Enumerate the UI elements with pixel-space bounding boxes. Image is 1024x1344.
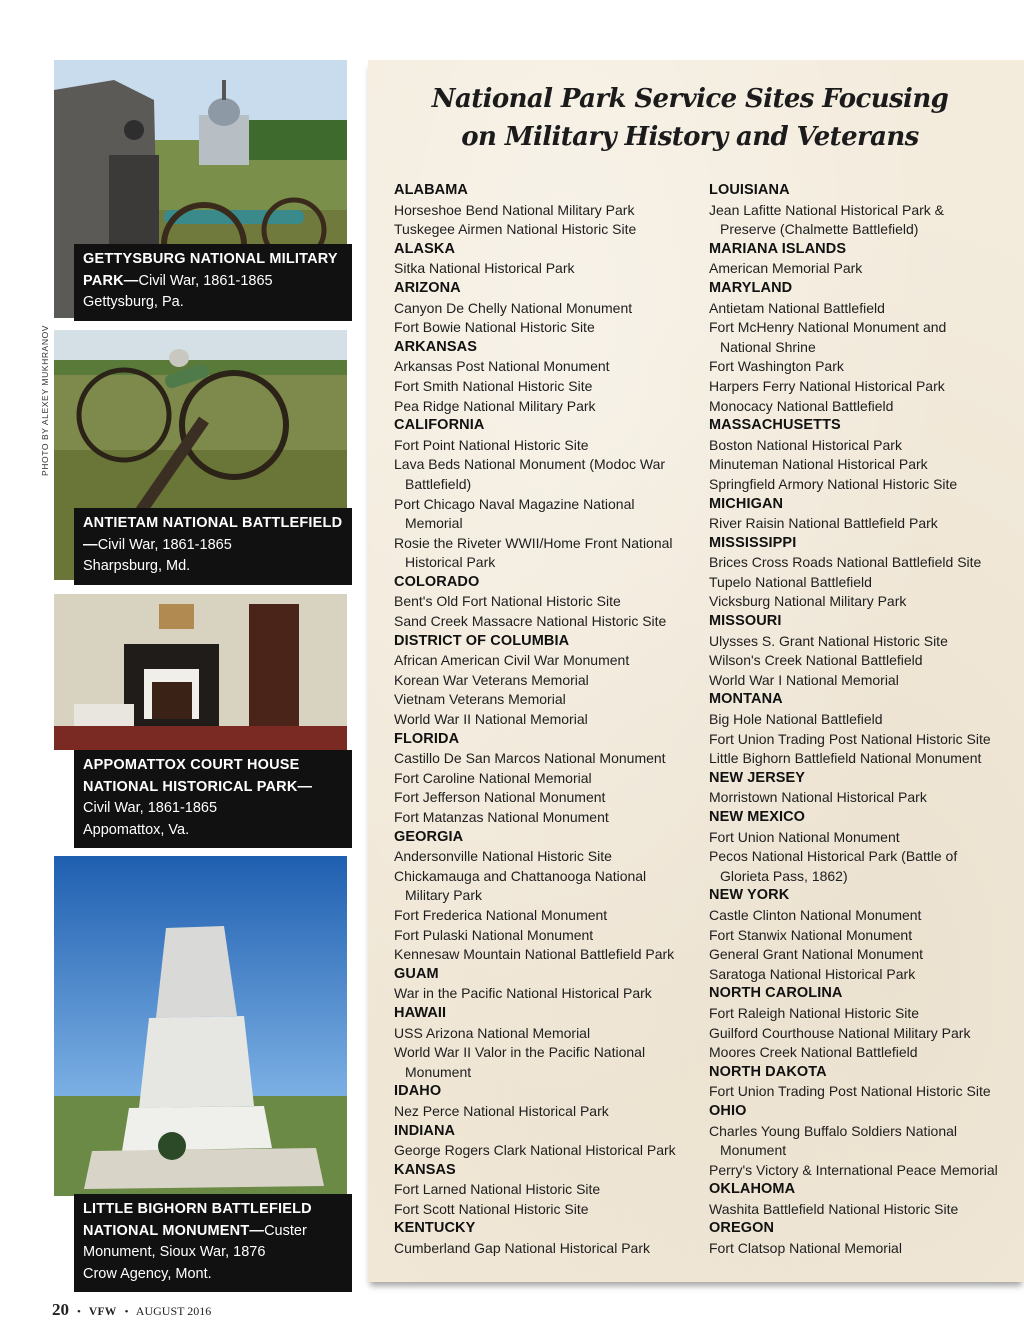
state-heading: MICHIGAN [709, 495, 784, 512]
gettysburg-caption [74, 244, 352, 321]
state-heading: NORTH DAKOTA [709, 1063, 827, 1080]
site-name: Kennesaw Mountain National Battlefield Park [394, 946, 675, 963]
caption-title: LITTLE BIGHORN BATTLEFIELD NATIONAL MONUMENT— [83, 1201, 312, 1239]
site-name: Fort Washington Park [709, 358, 844, 375]
site-name: Fort Frederica National Monument [394, 906, 608, 923]
state-heading: GEORGIA [394, 828, 464, 845]
site-continuation: Memorial [405, 515, 463, 532]
site-name: Nez Perce National Historical Park [394, 1102, 609, 1119]
caption-location: Crow Agency, Mont. [83, 1265, 212, 1282]
little-bighorn-photo [54, 856, 347, 1196]
state-heading: FLORIDA [394, 730, 460, 747]
state-heading: GUAM [394, 965, 439, 982]
state-heading: MISSOURI [709, 613, 782, 630]
site-name: Guilford Courthouse National Military Park [709, 1024, 971, 1041]
state-heading: KENTUCKY [394, 1220, 476, 1237]
site-name: Castillo De San Marcos National Monument [394, 750, 666, 767]
site-name: Fort Scott National Historic Site [394, 1200, 589, 1217]
state-heading: NEW MEXICO [709, 809, 806, 825]
site-name: World War II National Memorial [394, 711, 588, 728]
site-name: Rosie the Riveter WWII/Home Front National [394, 534, 673, 551]
site-name: Lava Beds National Monument (Modoc War [394, 456, 666, 473]
site-name: Saratoga National Historical Park [709, 965, 916, 982]
site-name: Tupelo National Battlefield [709, 573, 872, 590]
site-continuation: Historical Park [405, 554, 496, 571]
site-continuation: National Shrine [720, 338, 816, 355]
state-heading: MARYLAND [709, 279, 793, 296]
site-name: Tuskegee Airmen National Historic Site [394, 221, 637, 238]
photo-credit: PHOTO BY ALEXEY MUKHRANOV [40, 324, 50, 476]
site-continuation: Preserve (Chalmette Battlefield) [720, 221, 919, 238]
caption-title: ANTIETAM NATIONAL BATTLEFIELD— [83, 515, 343, 553]
site-name: World War II Valor in the Pacific National [394, 1044, 646, 1061]
site-name: African American Civil War Monument [394, 652, 630, 669]
state-heading: HAWAII [394, 1004, 447, 1021]
title-line-1: National Park Service Sites Focusing [431, 84, 949, 114]
site-name: Horseshoe Bend National Military Park [394, 201, 635, 218]
bullet-separator: • [124, 1306, 129, 1318]
issue-date: AUGUST 2016 [135, 1304, 212, 1318]
page-number: 20 [52, 1300, 69, 1319]
state-heading: ARIZONA [394, 279, 461, 296]
site-name: Fort Jefferson National Monument [394, 789, 606, 806]
state-heading: CALIFORNIA [394, 417, 485, 434]
site-name: Charles Young Buffalo Soldiers National [709, 1122, 958, 1139]
site-name: Big Hole National Battlefield [709, 711, 883, 728]
site-name: USS Arizona National Memorial [394, 1024, 591, 1041]
site-continuation: Monument [720, 1142, 787, 1159]
page-footer [52, 1300, 211, 1320]
site-name: Vicksburg National Military Park [709, 593, 907, 610]
title-line-2: on Military History and Veterans [461, 122, 919, 152]
little-bighorn-caption [74, 1194, 352, 1292]
page-title [380, 80, 1000, 156]
site-name: Morristown National Historical Park [709, 789, 927, 806]
site-name: Fort Smith National Historic Site [394, 377, 593, 394]
site-name: Springfield Armory National Historic Site [709, 475, 958, 492]
site-name: Pea Ridge National Military Park [394, 397, 596, 414]
caption-title: APPOMATTOX COURT HOUSE NATIONAL HISTORICAL PARK— [83, 757, 313, 795]
bullet-separator: • [77, 1306, 81, 1318]
site-name: War in the Pacific National Historical Park [394, 985, 652, 1002]
site-name: Fort Union Trading Post National Historic Site [709, 1083, 991, 1100]
state-heading: OKLAHOMA [709, 1181, 796, 1198]
site-name: Port Chicago Naval Magazine National [394, 495, 635, 512]
site-name: Monocacy National Battlefield [709, 397, 894, 414]
site-name: Fort Matanzas National Monument [394, 809, 609, 825]
site-name: Arkansas Post National Monument [394, 358, 610, 375]
state-heading: NEW JERSEY [709, 769, 806, 786]
site-name: Fort Stanwix National Monument [709, 926, 913, 943]
site-name: Fort Caroline National Memorial [394, 769, 592, 786]
site-name: George Rogers Clark National Historical Park [394, 1142, 676, 1159]
appomattox-caption [74, 750, 352, 848]
site-name: Fort Union National Monument [709, 828, 900, 845]
sites-list-right [709, 181, 998, 1259]
caption-era: Civil War, 1861-1865 [83, 800, 218, 816]
site-name: Vietnam Veterans Memorial [394, 691, 566, 708]
site-name: Minuteman National Historical Park [709, 456, 928, 473]
site-name: General Grant National Monument [709, 946, 923, 963]
site-name: Fort McHenry National Monument and [709, 319, 947, 336]
site-name: Little Bighorn Battlefield National Monument [709, 750, 982, 767]
caption-location: Sharpsburg, Md. [83, 558, 191, 574]
site-name: River Raisin National Battlefield Park [709, 515, 938, 532]
caption-era: Civil War, 1861-1865 [138, 272, 273, 289]
appomattox-photo [54, 594, 347, 750]
site-name: Moores Creek National Battlefield [709, 1044, 918, 1061]
site-name: American Memorial Park [709, 260, 863, 277]
caption-era: Custer Monument, Sioux War, 1876 [83, 1222, 307, 1260]
state-heading: ALASKA [394, 240, 456, 257]
site-name: Fort Raleigh National Historic Site [709, 1004, 920, 1021]
site-name: Fort Bowie National Historic Site [394, 319, 595, 336]
caption-location: Gettysburg, Pa. [83, 294, 184, 310]
sites-list-left [394, 181, 676, 1259]
site-name: Brices Cross Roads National Battlefield Site [709, 554, 982, 571]
state-heading: IDAHO [394, 1083, 442, 1100]
site-name: Chickamauga and Chattanooga National [394, 867, 647, 884]
site-name: Harpers Ferry National Historical Park [709, 377, 945, 394]
site-name: Washita Battlefield National Historic Site [709, 1200, 959, 1217]
state-heading: INDIANA [394, 1122, 456, 1139]
site-name: Korean War Veterans Memorial [394, 671, 589, 688]
site-name: Andersonville National Historic Site [394, 848, 612, 865]
site-name: Boston National Historical Park [709, 436, 902, 453]
site-name: Canyon De Chelly National Monument [394, 299, 633, 316]
site-name: Fort Union Trading Post National Historic Site [709, 730, 991, 747]
site-name: Bent's Old Fort National Historic Site [394, 593, 621, 610]
caption-location: Appomattox, Va. [83, 821, 190, 838]
caption-title: GETTYSBURG NATIONAL MILITARY PARK— [83, 251, 338, 289]
state-heading: ARKANSAS [394, 338, 477, 355]
site-name: World War I National Memorial [709, 671, 899, 688]
site-name: Perry's Victory & International Peace Memorial [709, 1161, 998, 1178]
state-heading: MARIANA ISLANDS [709, 240, 847, 257]
site-name: Cumberland Gap National Historical Park [394, 1240, 650, 1257]
site-name: Fort Larned National Historic Site [394, 1181, 601, 1198]
site-name: Jean Lafitte National Historical Park & [709, 201, 944, 218]
state-heading: MASSACHUSETTS [709, 417, 841, 434]
state-heading: DISTRICT OF COLUMBIA [394, 632, 570, 649]
site-name: Pecos National Historical Park (Battle of [709, 848, 958, 865]
site-name: Fort Point National Historic Site [394, 436, 589, 453]
state-heading: ALABAMA [394, 182, 468, 198]
state-heading: NEW YORK [709, 887, 790, 904]
antietam-caption [74, 508, 352, 585]
state-heading: OREGON [709, 1220, 775, 1237]
site-name: Ulysses S. Grant National Historic Site [709, 632, 948, 649]
site-name: Antietam National Battlefield [709, 299, 885, 316]
state-heading: NORTH CAROLINA [709, 985, 843, 1002]
state-heading: LOUISIANA [709, 182, 790, 198]
site-name: Fort Pulaski National Monument [394, 926, 594, 943]
state-heading: OHIO [709, 1102, 747, 1119]
site-name: Sand Creek Massacre National Historic Site [394, 613, 667, 630]
site-name: Wilson's Creek National Battlefield [709, 652, 923, 669]
site-name: Fort Clatsop National Memorial [709, 1240, 902, 1257]
site-name: Sitka National Historical Park [394, 260, 575, 277]
state-heading: COLORADO [394, 573, 480, 590]
site-continuation: Military Park [405, 887, 483, 904]
state-heading: KANSAS [394, 1161, 456, 1178]
state-heading: MISSISSIPPI [709, 534, 797, 551]
site-continuation: Glorieta Pass, 1862) [720, 867, 848, 884]
site-name: Castle Clinton National Monument [709, 906, 922, 923]
caption-era: Civil War, 1861-1865 [97, 536, 232, 553]
state-heading: MONTANA [709, 691, 783, 708]
magazine-name: VFW [88, 1306, 117, 1318]
site-continuation: Monument [405, 1063, 472, 1080]
site-continuation: Battlefield) [405, 475, 472, 492]
